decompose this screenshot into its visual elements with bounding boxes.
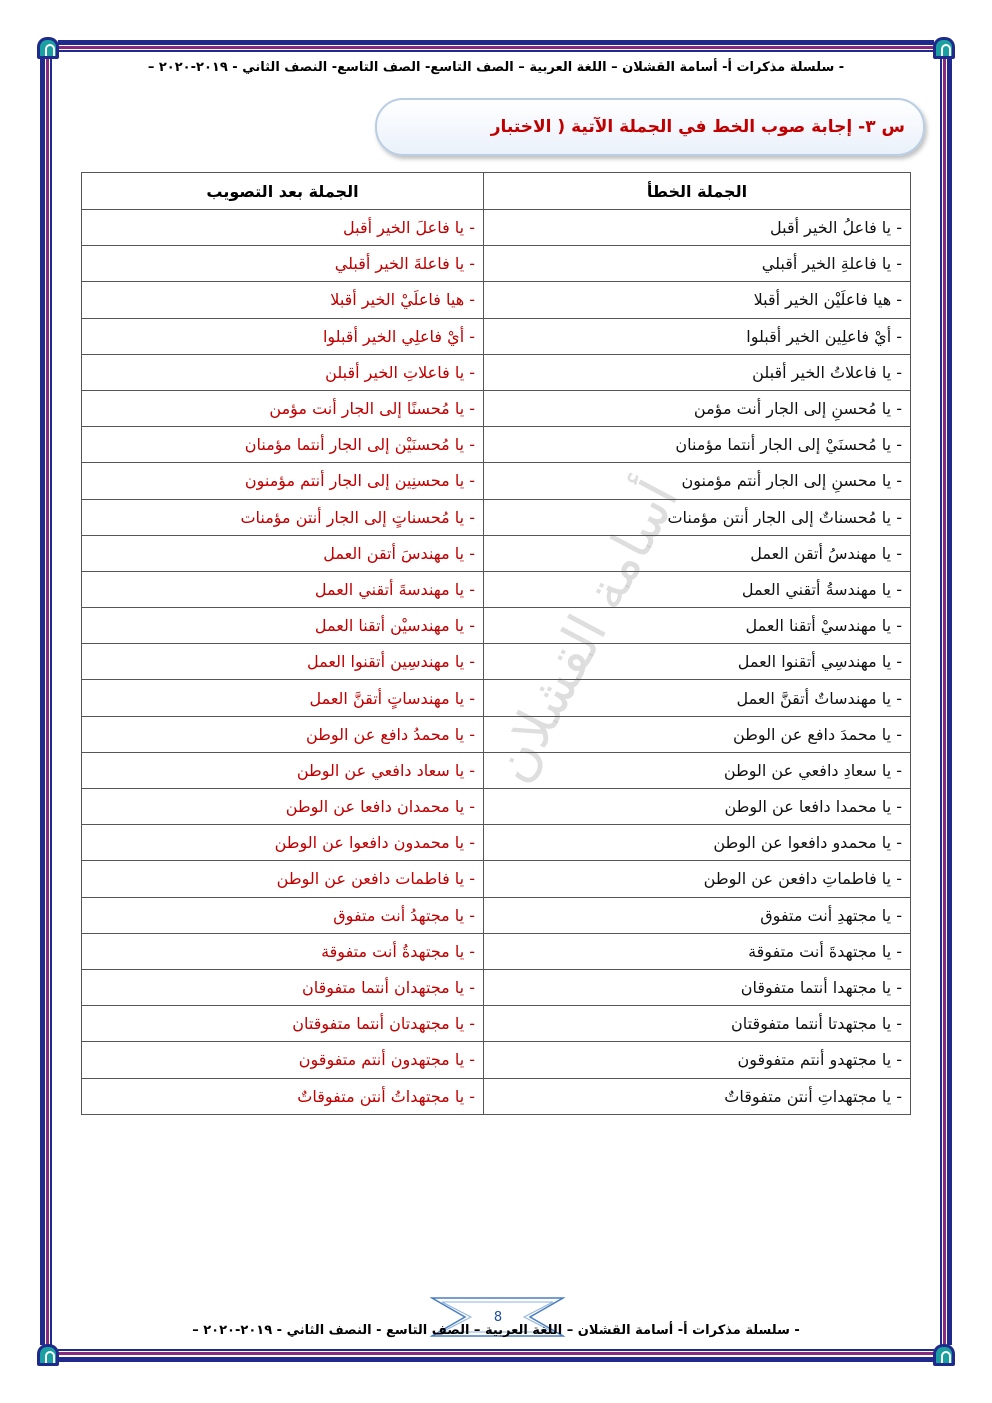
wrong-sentence-cell: - يا محمدو دافعوا عن الوطن [484, 825, 911, 861]
corrected-sentence-cell: - يا مهندسةَ أتقني العمل [82, 571, 484, 607]
table-row [82, 644, 911, 680]
frame-left-border [40, 58, 45, 1345]
wrong-sentence-cell: - يا مجتهدةَ أنت متفوقة [484, 933, 911, 969]
table-row [82, 933, 911, 969]
wrong-sentence-cell: - يا محمدَ دافع عن الوطن [484, 716, 911, 752]
corrected-sentence-cell: - يا مهندسيْن أتقنا العمل [82, 608, 484, 644]
watermark: أسامة القشلان [479, 470, 691, 793]
wrong-sentence-cell: - يا مجتهدتا أنتما متفوقتان [484, 1006, 911, 1042]
frame-top-inner-border-2 [58, 50, 934, 52]
corrected-sentence-cell: - يا مجتهدون أنتم متفوقون [82, 1042, 484, 1078]
wrong-sentence-cell: - يا مهندسيْ أتقنا العمل [484, 608, 911, 644]
corrected-sentence-cell: - يا محمدون دافعوا عن الوطن [82, 825, 484, 861]
wrong-sentence-cell: - يا مُحسنَيْ إلى الجار أنتما مؤمنان [484, 427, 911, 463]
frame-left-inner-border [46, 58, 49, 1345]
answers-table [81, 172, 911, 1115]
wrong-sentence-cell: - يا مهندسُ أتقن العمل [484, 535, 911, 571]
frame-top-border [58, 40, 934, 45]
corrected-sentence-cell: - يا فاعلةَ الخير أقبلي [82, 246, 484, 282]
corrected-sentence-cell: - يا مهندسِين أتقنوا العمل [82, 644, 484, 680]
corrected-sentence-cell: - يا مجتهدةُ أنت متفوقة [82, 933, 484, 969]
frame-top-inner-border [58, 46, 934, 49]
table-row [82, 752, 911, 788]
table-row [82, 282, 911, 318]
wrong-sentence-cell: - هيا فاعلَيْن الخير أقبلا [484, 282, 911, 318]
corner-ornament-icon [933, 37, 955, 59]
table-row [82, 499, 911, 535]
wrong-sentence-cell: - يا مهندسةُ أتقني العمل [484, 571, 911, 607]
wrong-sentence-cell: - يا فاطماتِ دافعن عن الوطن [484, 861, 911, 897]
wrong-sentence-cell: - يا فاعلُ الخير أقبل [484, 210, 911, 246]
table-body [82, 210, 911, 1115]
wrong-sentence-cell: - يا مجتهدو أنتم متفوقون [484, 1042, 911, 1078]
wrong-sentence-cell: - يا مُحسناتٌ إلى الجار أنتن مؤمنات [484, 499, 911, 535]
wrong-sentence-cell: - يا فاعلاتُ الخير أقبلن [484, 354, 911, 390]
frame-right-border [947, 58, 952, 1345]
table-row [82, 463, 911, 499]
corrected-sentence-cell: - يا فاطمات دافعن عن الوطن [82, 861, 484, 897]
frame-bottom-inner-border-2 [58, 1349, 934, 1351]
frame-right-inner-border [943, 58, 946, 1345]
table-row [82, 210, 911, 246]
corrected-sentence-cell: - يا مُحسناتٍ إلى الجار أنتن مؤمنات [82, 499, 484, 535]
wrong-sentence-cell: - يا محسنِ إلى الجار أنتم مؤمنون [484, 463, 911, 499]
corrected-sentence-cell: - يا محمدان دافعا عن الوطن [82, 789, 484, 825]
table-row [82, 716, 911, 752]
wrong-sentence-cell: - يا مُحسنِ إلى الجار أنت مؤمن [484, 390, 911, 426]
wrong-sentence-cell: - يا مجتهدا أنتما متفوقان [484, 969, 911, 1005]
table-row [82, 1006, 911, 1042]
wrong-sentence-cell: - يا فاعلةِ الخير أقبلي [484, 246, 911, 282]
page-footer: - سلسلة مذكرات أ- أسامة القشلان – اللغة العربية – الصف التاسع - النصف الثاني - ٢٠١٩-٢٠٢٠ – [192, 1323, 800, 1338]
header-corrected-sentence: الجملة بعد التصويب [82, 173, 484, 210]
wrong-sentence-cell: - يا سعادِ دافعي عن الوطن [484, 752, 911, 788]
corrected-sentence-cell: - يا محسنِين إلى الجار أنتم مؤمنون [82, 463, 484, 499]
table-row [82, 427, 911, 463]
corrected-sentence-cell: - يا مُحسنًا إلى الجار أنت مؤمن [82, 390, 484, 426]
corrected-sentence-cell: - يا مهندساتٍ أتقنَّ العمل [82, 680, 484, 716]
table-row [82, 246, 911, 282]
corrected-sentence-cell: - يا مجتهدُ أنت متفوق [82, 897, 484, 933]
corrected-sentence-cell: - يا سعاد دافعي عن الوطن [82, 752, 484, 788]
wrong-sentence-cell: - يا مجتهداتِ أنتن متفوقاتٌ [484, 1078, 911, 1114]
corrected-sentence-cell: - أيْ فاعلِي الخير أقبلوا [82, 318, 484, 354]
table-row [82, 390, 911, 426]
table-row [82, 608, 911, 644]
corrected-sentence-cell: - يا فاعلَ الخير أقبل [82, 210, 484, 246]
table-row [82, 318, 911, 354]
frame-bottom-inner-border [58, 1352, 934, 1355]
frame-left-inner-border-2 [50, 58, 52, 1345]
corrected-sentence-cell: - يا مجتهدان أنتما متفوقان [82, 969, 484, 1005]
corner-ornament-icon [37, 1344, 59, 1366]
table-row [82, 1078, 911, 1114]
corrected-sentence-cell: - هيا فاعلَيْ الخير أقبلا [82, 282, 484, 318]
question-title: س ٣- إجابة صوب الخط في الجملة الآتية ( الاختبار [490, 117, 905, 137]
corrected-sentence-cell: - يا مهندسَ أتقن العمل [82, 535, 484, 571]
header-wrong-sentence: الجملة الخطأ [484, 173, 911, 210]
corrected-sentence-cell: - يا مجتهدتان أنتما متفوقتان [82, 1006, 484, 1042]
table-row [82, 535, 911, 571]
corner-ornament-icon [933, 1344, 955, 1366]
wrong-sentence-cell: - أيْ فاعلِين الخير أقبلوا [484, 318, 911, 354]
table-row [82, 825, 911, 861]
table-row [82, 354, 911, 390]
corner-ornament-icon [37, 37, 59, 59]
wrong-sentence-cell: - يا مجتهدِ أنت متفوق [484, 897, 911, 933]
table-header-row [82, 173, 911, 210]
table-row [82, 861, 911, 897]
frame-right-inner-border-2 [940, 58, 942, 1345]
table-row [82, 789, 911, 825]
table-row [82, 897, 911, 933]
page-header: - سلسلة مذكرات أ- أسامة القشلان – اللغة العربية – الصف التاسع- الصف التاسع- النصف الثاني - ٢٠١٩-٢٠٢٠ – [147, 60, 845, 75]
table-row [82, 1042, 911, 1078]
question-title-box [375, 98, 925, 156]
corrected-sentence-cell: - يا مجتهداتُ أنتن متفوقاتٌ [82, 1078, 484, 1114]
page-number: 8 [493, 1310, 503, 1325]
wrong-sentence-cell: - يا مهندسِي أتقنوا العمل [484, 644, 911, 680]
corrected-sentence-cell: - يا مُحسنَيْن إلى الجار أنتما مؤمنان [82, 427, 484, 463]
table-row [82, 571, 911, 607]
corrected-sentence-cell: - يا فاعلاتِ الخير أقبلن [82, 354, 484, 390]
frame-bottom-border [58, 1357, 934, 1362]
table-row [82, 680, 911, 716]
wrong-sentence-cell: - يا محمدا دافعا عن الوطن [484, 789, 911, 825]
corrected-sentence-cell: - يا محمدُ دافع عن الوطن [82, 716, 484, 752]
wrong-sentence-cell: - يا مهندساتٌ أتقنَّ العمل [484, 680, 911, 716]
table-row [82, 969, 911, 1005]
